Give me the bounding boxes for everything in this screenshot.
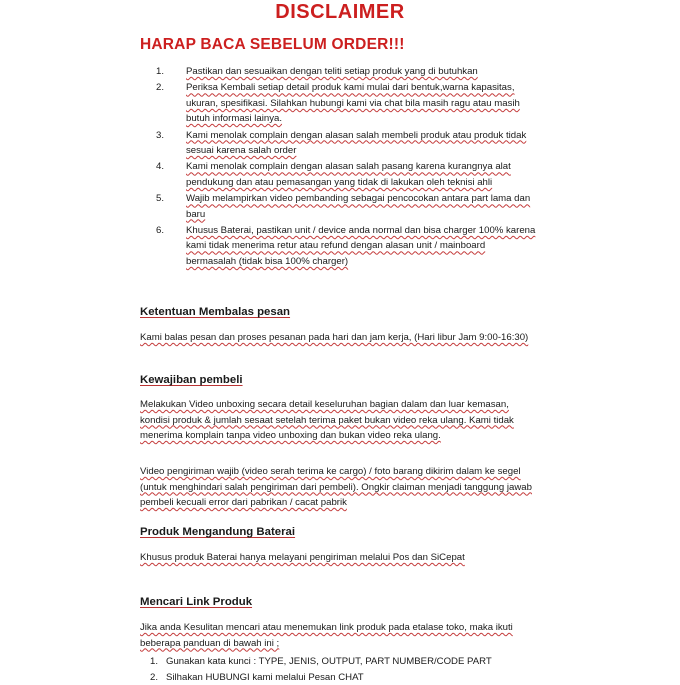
section-heading-baterai: Produk Mengandung Baterai: [140, 526, 296, 538]
section-text-link: Jika anda Kesulitan mencari atau menemukan link produk pada etalase toko, maka ikuti beberapa panduan di bawah ini ;: [140, 622, 513, 649]
list-item: 2. Silhakan HUBUNGI kami melalui Pesan CHAT: [150, 671, 364, 683]
section-text-baterai: Khusus produk Baterai hanya melayani pengiriman melalui Pos dan SiCepat: [140, 552, 465, 563]
list-item: 1. Gunakan kata kunci : TYPE, JENIS, OUTPUT, PART NUMBER/CODE PART: [150, 656, 492, 667]
list-item: 3. Kami menolak complain dengan alasan salah membeli produk atau produk tidak sesuai karena salah order: [156, 129, 527, 157]
list-item: 4. Kami menolak complain dengan alasan salah pasang karena kurangnya alat pendukung dan atau pemasangan yang tidak di lakukan oleh teknisi ahli: [156, 161, 511, 188]
list-item: 1. Pastikan dan sesuaikan dengan teliti setiap produk yang di butuhkan: [156, 66, 478, 77]
section-heading-kewajiban: Kewajiban pembeli: [140, 374, 243, 386]
page-title: DISCLAIMER: [275, 1, 405, 23]
disclaimer-list: [156, 64, 536, 270]
link-guide-list: [150, 654, 550, 685]
list-item: 2. Periksa Kembali setiap detail produk kami mulai dari bentuk,warna kapasitas, ukuran, spesifikasi. Silahkan hubungi kami via chat bila masih ragu atau masih butuh informasi lainya.: [156, 82, 520, 125]
section-text-kewajiban-1: Melakukan Video unboxing secara detail keseluruhan bagian dalam dan luar kemasan, kondisi produk & jumlah sesaat setelah terima paket bukan video reka ulang. Kami tidak menerima komplain tanpa video unboxing dan bukan video reka ulang.: [140, 399, 514, 442]
section-text-kewajiban-2: Video pengiriman wajib (video serah terima ke cargo) / foto barang dikirim dalam ke segel (untuk menghindari salah pengiriman dari pembeli). Ongkir claiman menjadi tanggung jawab pembeli kecuali error dari pabrikan / cacat pabrik: [140, 466, 532, 509]
section-heading-link: Mencari Link Produk: [140, 596, 253, 608]
section-text-membalas: Kami balas pesan dan proses pesanan pada hari dan jam kerja, (Hari libur Jam 9:00-16:30): [140, 332, 529, 343]
section-heading-membalas: Ketentuan Membalas pesan: [140, 306, 291, 318]
list-item: 5. Wajib melampirkan video pembanding sebagai pencocokan antara part lama dan baru: [156, 193, 531, 220]
list-item: 6. Khusus Baterai, pastikan unit / device anda normal dan bisa charger 100% karena kami tidak menerima retur atau refund dengan alasan unit / mainboard bermasalah (tidak bisa 100% charger): [156, 225, 536, 267]
page-subtitle: HARAP BACA SEBELUM ORDER!!!: [140, 36, 405, 53]
